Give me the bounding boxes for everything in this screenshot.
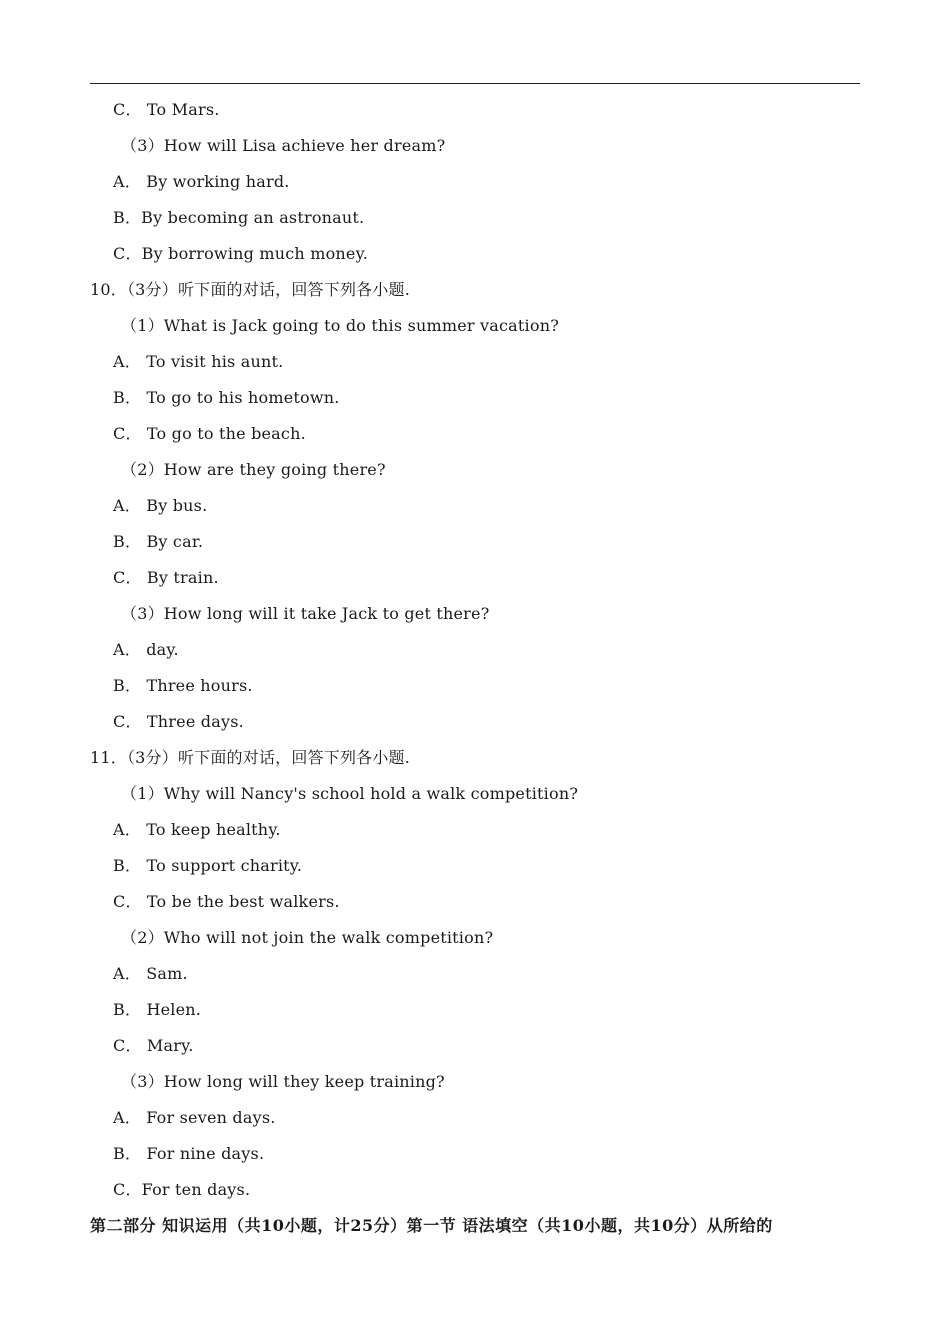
q10-sub3-question: （3）How long will it take Jack to get there? (121, 604, 490, 623)
q11-sub2-option-b: B． Helen. (113, 1000, 202, 1019)
q11-sub1-option-a: A． To keep healthy. (113, 820, 281, 839)
q10-sub2-option-a: A． By bus. (113, 496, 208, 515)
q11-sub3-option-a: A． For seven days. (113, 1108, 276, 1127)
q11-sub3-option-b: B． For nine days. (113, 1144, 265, 1163)
q10-sub1-option-b: B． To go to his hometown. (113, 388, 340, 407)
q11-sub3-option-c: C．For ten days. (113, 1180, 251, 1199)
q9-sub3-option-b: B．By becoming an astronaut. (113, 208, 365, 227)
q9-sub3-option-c: C．By borrowing much money. (113, 244, 368, 263)
q11-sub2-question: （2）Who will not join the walk competition? (121, 928, 494, 947)
q10-header: 10．（3分）听下面的对话，回答下列各小题. (90, 280, 411, 299)
q11-sub2-option-a: A． Sam. (113, 964, 188, 983)
q10-sub2-option-c: C． By train. (113, 568, 219, 587)
q10-sub2-question: （2）How are they going there? (121, 460, 386, 479)
q10-sub3-option-a: A． day. (113, 640, 179, 659)
q11-sub1-option-c: C． To be the best walkers. (113, 892, 340, 911)
q11-header: 11．（3分）听下面的对话，回答下列各小题. (90, 748, 411, 767)
section-2-heading: 第二部分 知识运用（共10小题，计25分）第一节 语法填空（共10小题，共10分）从所给的 (90, 1216, 773, 1235)
q11-sub2-option-c: C． Mary. (113, 1036, 194, 1055)
q10-sub1-question: （1）What is Jack going to do this summer vacation? (121, 316, 559, 335)
q11-sub1-question: （1）Why will Nancy's school hold a walk competition? (121, 784, 579, 803)
q10-sub1-option-c: C． To go to the beach. (113, 424, 306, 443)
q11-sub3-question: （3）How long will they keep training? (121, 1072, 445, 1091)
header-rule (90, 83, 860, 84)
q10-sub3-option-b: B． Three hours. (113, 676, 253, 695)
q10-sub1-option-a: A． To visit his aunt. (113, 352, 284, 371)
q10-sub3-option-c: C． Three days. (113, 712, 244, 731)
q9-sub3-option-a: A． By working hard. (113, 172, 290, 191)
q9-option-c: C． To Mars. (113, 100, 220, 119)
q11-sub1-option-b: B． To support charity. (113, 856, 303, 875)
q10-sub2-option-b: B． By car. (113, 532, 204, 551)
q9-sub3-question: （3）How will Lisa achieve her dream? (121, 136, 446, 155)
